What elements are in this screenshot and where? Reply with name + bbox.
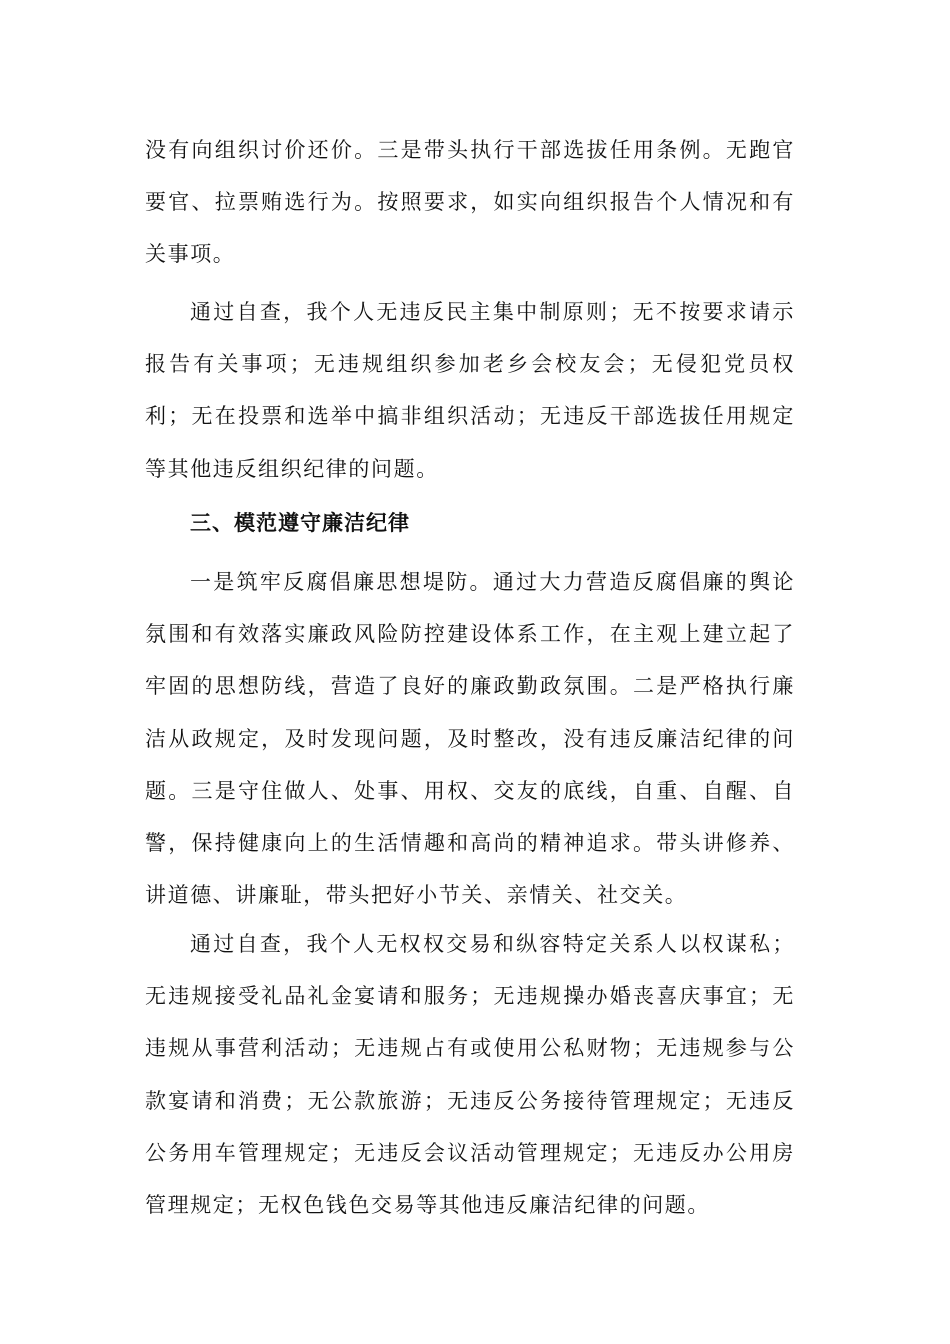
paragraph-self-check-integrity: 通过自查，我个人无权权交易和纵容特定关系人以权谋私；无违规接受礼品礼金宴请和服务；无违规操办婚丧喜庆事宜；无违规从事营利活动；无违规占有或使用公私财物；无违规参与公款宴请和消费；无公款旅游；无违反公务接待管理规定；无违反公务用车管理规定；无违反会议活动管理规定；无违反办公用房管理规定；无权色钱色交易等其他违反廉洁纪律的问题。	[145, 932, 795, 1218]
paragraph-continuation: 没有向组织讨价还价。三是带头执行干部选拔任用条例。无跑官要官、拉票贿选行为。按照要求，如实向组织报告个人情况和有关事项。	[145, 138, 795, 267]
paragraph-self-check-organization: 通过自查，我个人无违反民主集中制原则；无不按要求请示报告有关事项；无违规组织参加老乡会校友会；无侵犯党员权利；无在投票和选举中搞非组织活动；无违反干部选拔任用规定等其他违反组织纪律的问题。	[145, 300, 795, 481]
paragraph-integrity-measures: 一是筑牢反腐倡廉思想堤防。通过大力营造反腐倡廉的舆论氛围和有效落实廉政风险防控建设体系工作，在主观上建立起了牢固的思想防线，营造了良好的廉政勤政氛围。二是严格执行廉洁从政规定，及时发现问题，及时整改，没有违反廉洁纪律的问题。三是守住做人、处事、用权、交友的底线，自重、自醒、自警，保持健康向上的生活情趣和高尚的精神追求。带头讲修养、讲道德、讲廉耻，带头把好小节关、亲情关、社交关。	[145, 570, 795, 908]
section-heading-integrity-discipline: 三、模范遵守廉洁纪律	[190, 511, 410, 535]
